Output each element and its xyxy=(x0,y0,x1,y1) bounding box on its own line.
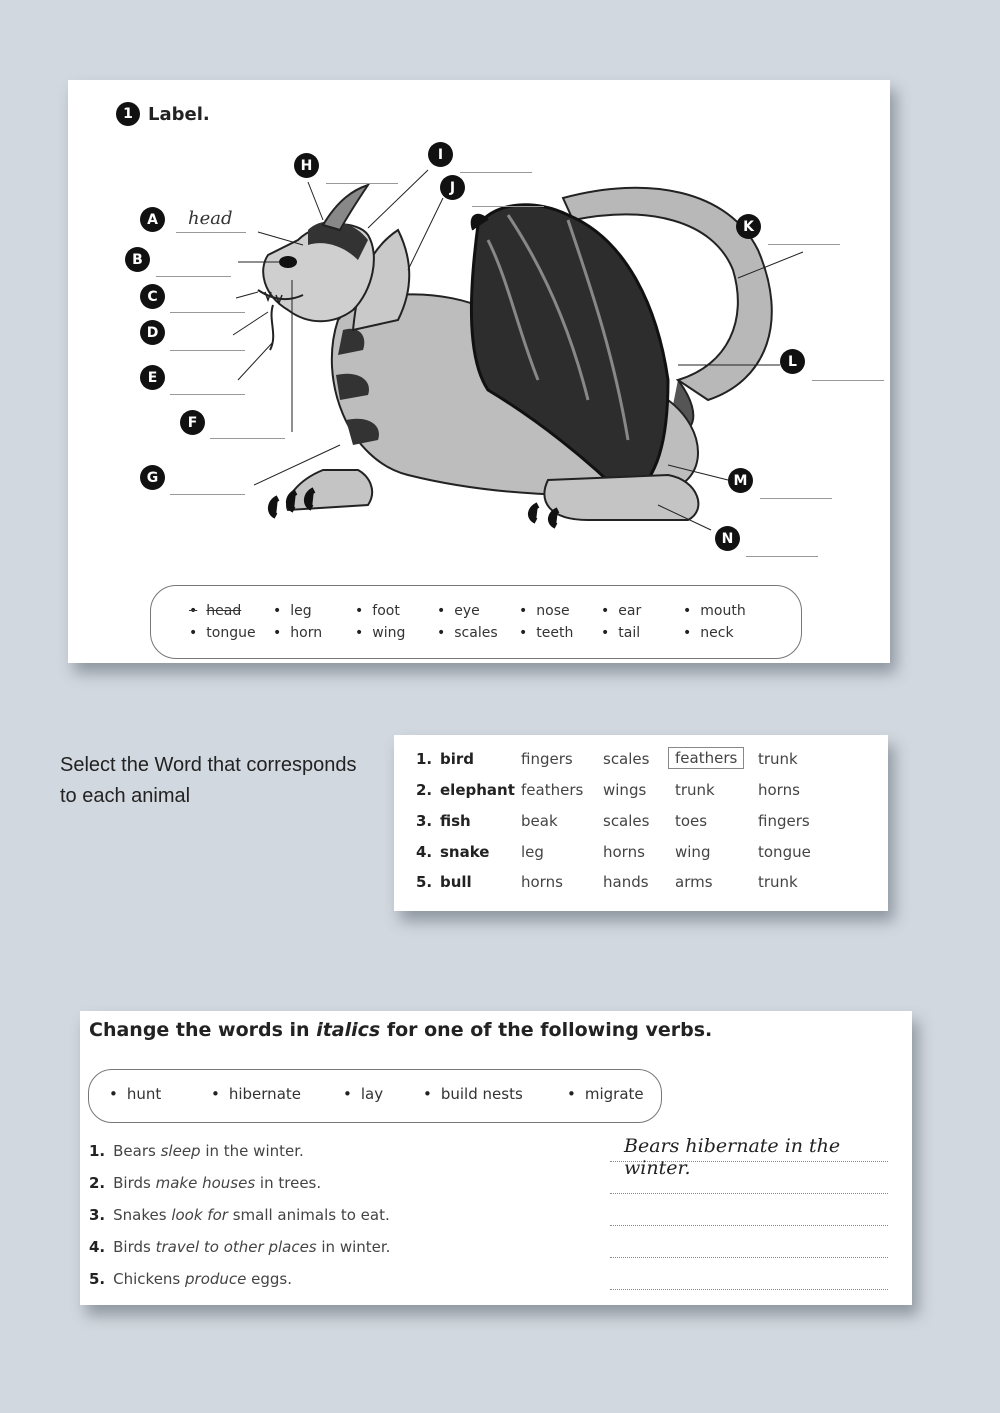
exercise-1-heading: Label. xyxy=(148,103,210,125)
label-n: N xyxy=(715,526,740,551)
answer-line-c[interactable] xyxy=(170,312,245,313)
label-a: A xyxy=(140,207,165,232)
answer-line-l[interactable] xyxy=(812,380,884,381)
question-row xyxy=(89,1174,321,1192)
question-number: 1. xyxy=(89,1142,106,1160)
animal-name: snake xyxy=(440,843,490,861)
option-word[interactable]: wings xyxy=(603,781,647,799)
label-b: B xyxy=(125,247,150,272)
question-text: in winter. xyxy=(316,1238,391,1256)
label-d: D xyxy=(140,320,165,345)
word-bank-item: • nose xyxy=(519,603,570,619)
question-italic: look for xyxy=(171,1206,228,1224)
answer-line-b[interactable] xyxy=(156,276,231,277)
answer-line-1[interactable] xyxy=(610,1161,888,1162)
word-bank-item: • wing xyxy=(355,625,405,641)
question-italic: travel to other places xyxy=(155,1238,317,1256)
label-h: H xyxy=(294,153,319,178)
row-number: 1. xyxy=(416,750,433,768)
word-bank-item: • foot xyxy=(355,603,400,619)
label-j: J xyxy=(440,175,465,200)
verb-bank xyxy=(88,1069,662,1123)
question-italic: produce xyxy=(185,1270,247,1288)
answer-line-k[interactable] xyxy=(768,244,840,245)
word-bank-item: • leg xyxy=(273,603,312,619)
answer-line-d[interactable] xyxy=(170,350,245,351)
option-word[interactable]: fingers xyxy=(758,812,810,830)
label-m: M xyxy=(728,468,753,493)
word-bank-item: • tail xyxy=(601,625,640,641)
word-bank-item: • tongue xyxy=(189,625,256,641)
question-row xyxy=(89,1206,390,1224)
answer-a-handwritten: head xyxy=(188,208,233,229)
row-number: 5. xyxy=(416,873,433,891)
word-bank-item: • scales xyxy=(437,625,498,641)
question-number: 2. xyxy=(89,1174,106,1192)
dragon-illustration xyxy=(68,80,890,663)
question-text: Chickens xyxy=(113,1270,186,1288)
verb-item: • lay xyxy=(343,1085,383,1103)
option-word[interactable]: trunk xyxy=(758,873,798,891)
option-word[interactable]: horns xyxy=(521,873,563,891)
label-l: L xyxy=(780,349,805,374)
option-word[interactable]: hands xyxy=(603,873,649,891)
answer-line-2[interactable] xyxy=(610,1193,888,1194)
option-word[interactable]: toes xyxy=(675,812,708,830)
word-bank-item: • mouth xyxy=(683,603,746,619)
answer-line-e[interactable] xyxy=(170,394,245,395)
title-part: for one of the following verbs. xyxy=(380,1019,713,1041)
question-italic: sleep xyxy=(160,1142,201,1160)
verb-item: • migrate xyxy=(567,1085,644,1103)
word-bank-item: • head xyxy=(189,603,241,619)
option-word[interactable]: horns xyxy=(758,781,800,799)
answer-line-h[interactable] xyxy=(326,183,398,184)
word-select-card xyxy=(394,735,888,911)
row-number: 2. xyxy=(416,781,433,799)
answer-line-i[interactable] xyxy=(460,172,532,173)
animal-name: elephant xyxy=(440,781,515,799)
answer-line-m[interactable] xyxy=(760,498,832,499)
question-text: Snakes xyxy=(113,1206,172,1224)
question-text: in the winter. xyxy=(200,1142,304,1160)
option-word[interactable]: beak xyxy=(521,812,558,830)
verbs-exercise-card xyxy=(80,1011,912,1305)
label-k: K xyxy=(736,214,761,239)
verb-item: • build nests xyxy=(423,1085,523,1103)
question-number: 3. xyxy=(89,1206,106,1224)
word-bank-item: • ear xyxy=(601,603,641,619)
answer-line-a[interactable] xyxy=(176,232,246,233)
question-text: Birds xyxy=(113,1238,156,1256)
option-word[interactable]: tongue xyxy=(758,843,811,861)
option-word[interactable]: scales xyxy=(603,750,650,768)
label-i: I xyxy=(428,142,453,167)
option-word[interactable]: feathers xyxy=(521,781,584,799)
word-bank-item: • teeth xyxy=(519,625,573,641)
label-e: E xyxy=(140,365,165,390)
option-word[interactable]: trunk xyxy=(758,750,798,768)
exercise-2-instruction: Select the Word that corresponds to each animal xyxy=(60,754,357,807)
title-italic-part: italics xyxy=(316,1019,381,1041)
verb-item: • hunt xyxy=(109,1085,161,1103)
word-bank-labels xyxy=(150,585,802,659)
answer-line-j[interactable] xyxy=(472,206,544,207)
exercise-number-badge: 1 xyxy=(116,102,140,126)
question-text: eggs. xyxy=(246,1270,293,1288)
question-text: in trees. xyxy=(255,1174,322,1192)
animal-name: fish xyxy=(440,812,471,830)
answer-line-f[interactable] xyxy=(210,438,285,439)
option-word[interactable]: fingers xyxy=(521,750,573,768)
question-number: 4. xyxy=(89,1238,106,1256)
answer-line-4[interactable] xyxy=(610,1257,888,1258)
answer-line-g[interactable] xyxy=(170,494,245,495)
row-number: 4. xyxy=(416,843,433,861)
label-f: F xyxy=(180,410,205,435)
title-part: Change the words in xyxy=(89,1019,317,1041)
word-bank-item: • neck xyxy=(683,625,734,641)
option-word-selected[interactable]: feathers xyxy=(668,747,744,769)
option-word[interactable]: scales xyxy=(603,812,650,830)
word-bank-item: • horn xyxy=(273,625,322,641)
question-text: Bears xyxy=(113,1142,161,1160)
answer-line-5[interactable] xyxy=(610,1289,888,1290)
label-g: G xyxy=(140,465,165,490)
option-word[interactable]: wing xyxy=(675,843,711,861)
option-word[interactable]: trunk xyxy=(675,781,715,799)
question-row xyxy=(89,1238,390,1256)
answer-line-3[interactable] xyxy=(610,1225,888,1226)
animal-name: bird xyxy=(440,750,475,768)
question-text: Birds xyxy=(113,1174,156,1192)
word-bank-item: • eye xyxy=(437,603,480,619)
option-word[interactable]: horns xyxy=(603,843,645,861)
question-row xyxy=(89,1270,292,1288)
option-word[interactable]: arms xyxy=(675,873,713,891)
question-italic: make houses xyxy=(155,1174,256,1192)
option-word[interactable]: leg xyxy=(521,843,544,861)
example-answer-handwritten: Bears hibernate in the winter. xyxy=(624,1135,841,1179)
question-row xyxy=(89,1142,304,1160)
question-text: small animals to eat. xyxy=(227,1206,390,1224)
verb-item: • hibernate xyxy=(211,1085,301,1103)
exercise-3-title xyxy=(89,1019,712,1041)
animal-name: bull xyxy=(440,873,472,891)
label-exercise-card xyxy=(68,80,890,663)
answer-line-n[interactable] xyxy=(746,556,818,557)
row-number: 3. xyxy=(416,812,433,830)
question-number: 5. xyxy=(89,1270,106,1288)
label-c: C xyxy=(140,284,165,309)
